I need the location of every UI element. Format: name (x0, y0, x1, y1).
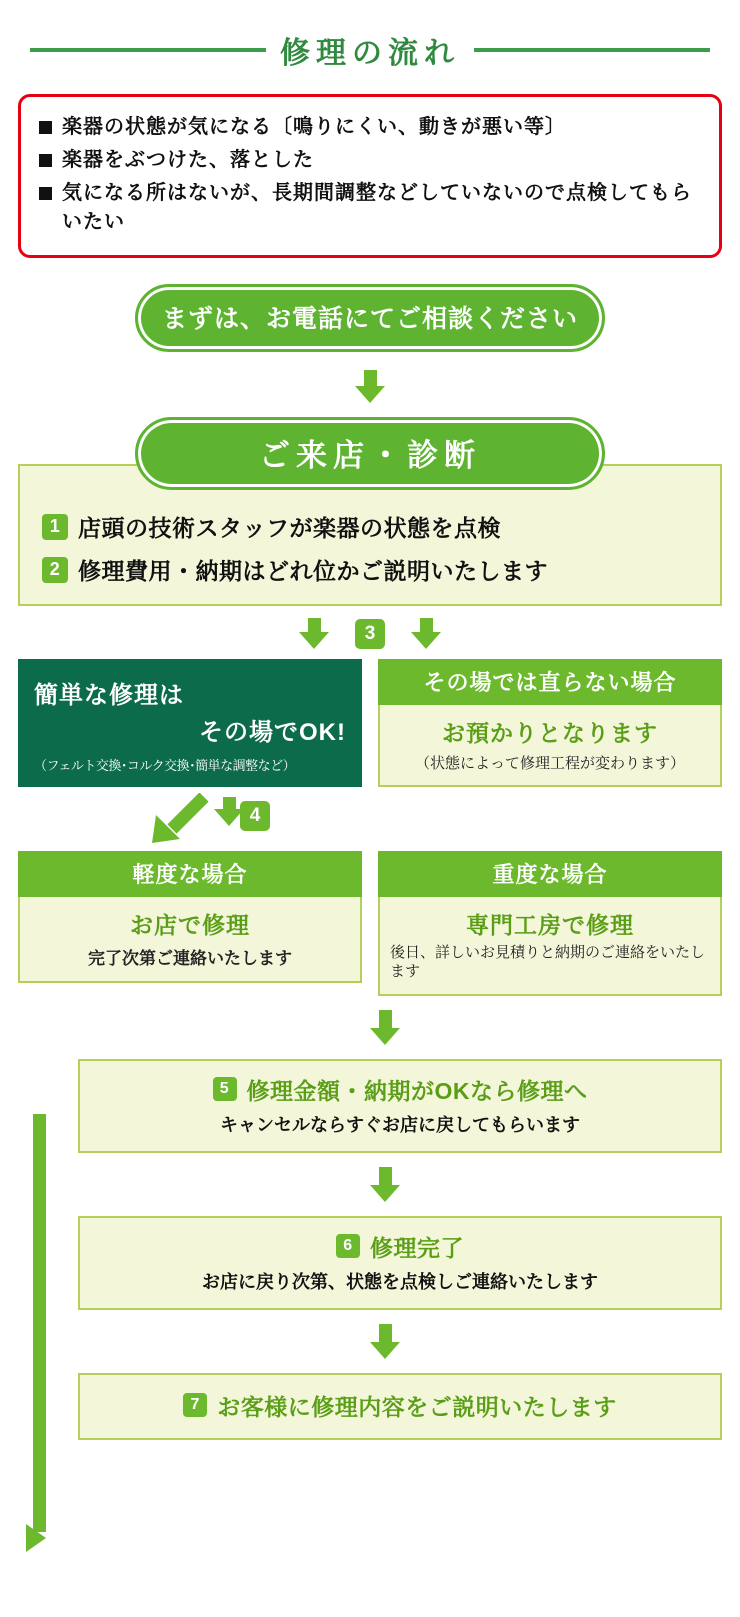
branch-4-row (18, 793, 722, 849)
bullet-square-icon (39, 154, 52, 167)
step-6-title: 修理完了 (370, 1234, 464, 1261)
title-rule-right (474, 48, 710, 52)
left-connector-arrow-icon (26, 1524, 46, 1552)
step-7-title: お客様に修理内容をご説明いたします (217, 1393, 617, 1420)
arrow-to-step6 (30, 1167, 740, 1202)
light-case-main: お店で修理 (130, 912, 250, 938)
arrow-stem (308, 618, 321, 632)
branch-3-row (0, 618, 740, 649)
intro-bullet-1-text: 楽器の状態が気になる〔鳴りにくい、動きが悪い等〕 (62, 116, 566, 138)
simple-repair-line2: その場でOK! (199, 718, 346, 746)
heavy-case-note: 後日、詳しいお見積りと納期のご連絡をいたします (390, 944, 706, 980)
intro-bullet-3 (39, 179, 701, 237)
simple-repair-box (18, 659, 362, 787)
not-onsite-main: お預かりとなります (442, 720, 658, 746)
visit-item-2-text: 修理費用・納期はどれ位かご説明いたします (78, 558, 548, 584)
light-case-column (18, 851, 362, 996)
simple-repair-note: （フェルト交換･コルク交換･簡単な調整など） (34, 757, 296, 773)
step-number-badge: 6 (336, 1234, 360, 1258)
arrow-to-not-onsite (411, 618, 441, 649)
branch-3-badge: 3 (355, 619, 385, 649)
step-number-badge: 1 (42, 514, 68, 540)
arrow-to-step5 (30, 1010, 740, 1045)
step-number-badge: 5 (213, 1077, 237, 1101)
step-6-box (78, 1216, 722, 1310)
simple-repair-line1: 簡単な修理は (34, 681, 184, 709)
step-number-badge: 2 (42, 557, 68, 583)
step-6-title-row (90, 1230, 710, 1263)
arrow-stem (379, 1324, 392, 1342)
arrow-stem (223, 797, 236, 809)
step-7-title-row (90, 1389, 710, 1422)
step-6-sub: お店に戻り次第、状態を点検しご連絡いたします (202, 1271, 598, 1292)
arrow-head-icon (370, 1185, 400, 1202)
arrow-stem (379, 1010, 392, 1028)
not-onsite-body (378, 705, 722, 787)
step-7-box (78, 1373, 722, 1440)
not-onsite-column (378, 659, 722, 787)
visit-step-title: ご来店・診断 (135, 417, 605, 490)
bullet-square-icon (39, 121, 52, 134)
arrow-head-icon (370, 1028, 400, 1045)
branch-4-columns (18, 851, 722, 996)
arrow-stem (379, 1167, 392, 1185)
step-5-title: 修理金額・納期がOKなら修理へ (246, 1077, 588, 1104)
arrow-diagonal-icon (146, 793, 216, 845)
heavy-case-column (378, 851, 722, 996)
intro-box (18, 94, 722, 258)
visit-item-2 (42, 553, 698, 586)
step-number-badge: 7 (183, 1393, 207, 1417)
not-onsite-header: その場では直らない場合 (378, 659, 722, 705)
arrow-stem (364, 370, 377, 386)
light-case-body (18, 897, 362, 983)
branch-4-badge: 4 (240, 801, 270, 831)
arrow-to-simple-repair (299, 618, 329, 649)
light-case-note: 完了次第ご連絡いたします (88, 949, 292, 968)
left-connector-line (33, 1114, 46, 1532)
arrow-to-step7 (30, 1324, 740, 1359)
step-5-box (78, 1059, 722, 1153)
heavy-case-body (378, 897, 722, 996)
arrow-head-icon (370, 1342, 400, 1359)
phone-step-row (0, 258, 740, 352)
step-5-sub: キャンセルならすぐお店に戻してもらいます (220, 1114, 580, 1135)
intro-bullet-1 (39, 113, 701, 142)
arrow-head-icon (299, 632, 329, 649)
visit-item-1 (42, 510, 698, 543)
title-text: 修理の流れ (280, 37, 460, 70)
arrow-phone-to-visit (0, 370, 740, 403)
intro-bullet-3-text: 気になる所はないが、長期間調整などしていないので点検してもらいたい (62, 182, 692, 233)
simple-repair-column (18, 659, 362, 787)
not-onsite-note: （状態によって修理工程が変わります） (414, 755, 685, 772)
bullet-square-icon (39, 187, 52, 200)
intro-bullet-2-text: 楽器をぶつけた、落とした (62, 149, 314, 171)
arrow-head-icon (411, 632, 441, 649)
intro-bullet-2 (39, 146, 701, 175)
heavy-case-header: 重度な場合 (378, 851, 722, 897)
arrow-stem (420, 618, 433, 632)
visit-item-1-text: 店頭の技術スタッフが楽器の状態を点検 (78, 515, 501, 541)
heavy-case-main: 専門工房で修理 (466, 912, 634, 938)
arrow-head-icon (355, 386, 385, 403)
title-rule-left (30, 48, 266, 52)
branch-3-columns (18, 659, 722, 787)
page-title (0, 28, 740, 72)
light-case-header: 軽度な場合 (18, 851, 362, 897)
phone-step: まずは、お電話にてご相談ください (135, 284, 605, 352)
step-5-title-row (90, 1073, 710, 1106)
